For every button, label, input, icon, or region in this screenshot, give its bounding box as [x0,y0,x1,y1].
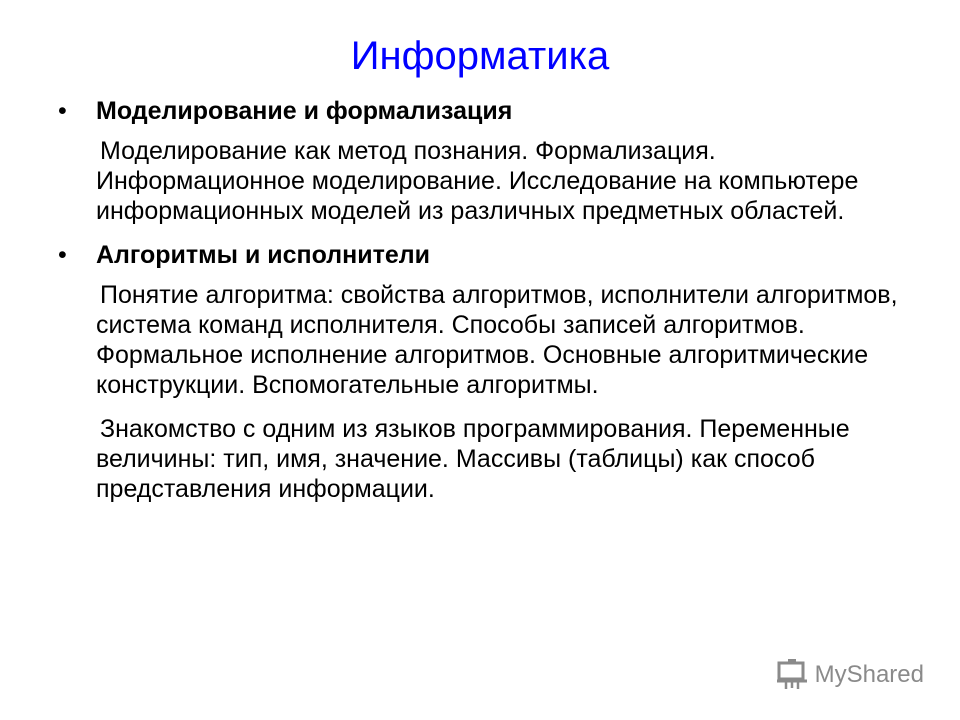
section-paragraph: Понятие алгоритма: свойства алгоритмов, исполнители алгоритмов, система команд исполнителя. Способы записей алгоритмов. Формальное исполнение алгоритмов. Основные алгоритмические конструкции. Вспомогательные алгоритмы. [96,281,898,399]
presentation-board-icon [775,658,809,692]
slide-title: Информатика [350,34,610,78]
section-heading-modeling [58,96,918,126]
section-heading-text: Алгоритмы и исполнители [96,241,431,269]
section-paragraph: Моделирование как метод познания. Формализация. Информационное моделирование. Исследование на компьютере информационных моделей из различных предметных областей. [96,137,859,225]
section-heading-algorithms [58,240,918,270]
watermark-logo [775,658,924,692]
section-heading-text: Моделирование и формализация [96,97,513,125]
watermark-text: MyShared [814,661,924,688]
section-paragraph: Знакомство с одним из языков программирования. Переменные величины: тип, имя, значение. Массивы (таблицы) как способ представления информации. [96,415,850,503]
bullet-dot: • [58,241,67,269]
slide-content [58,96,918,518]
bullet-dot: • [58,97,67,125]
